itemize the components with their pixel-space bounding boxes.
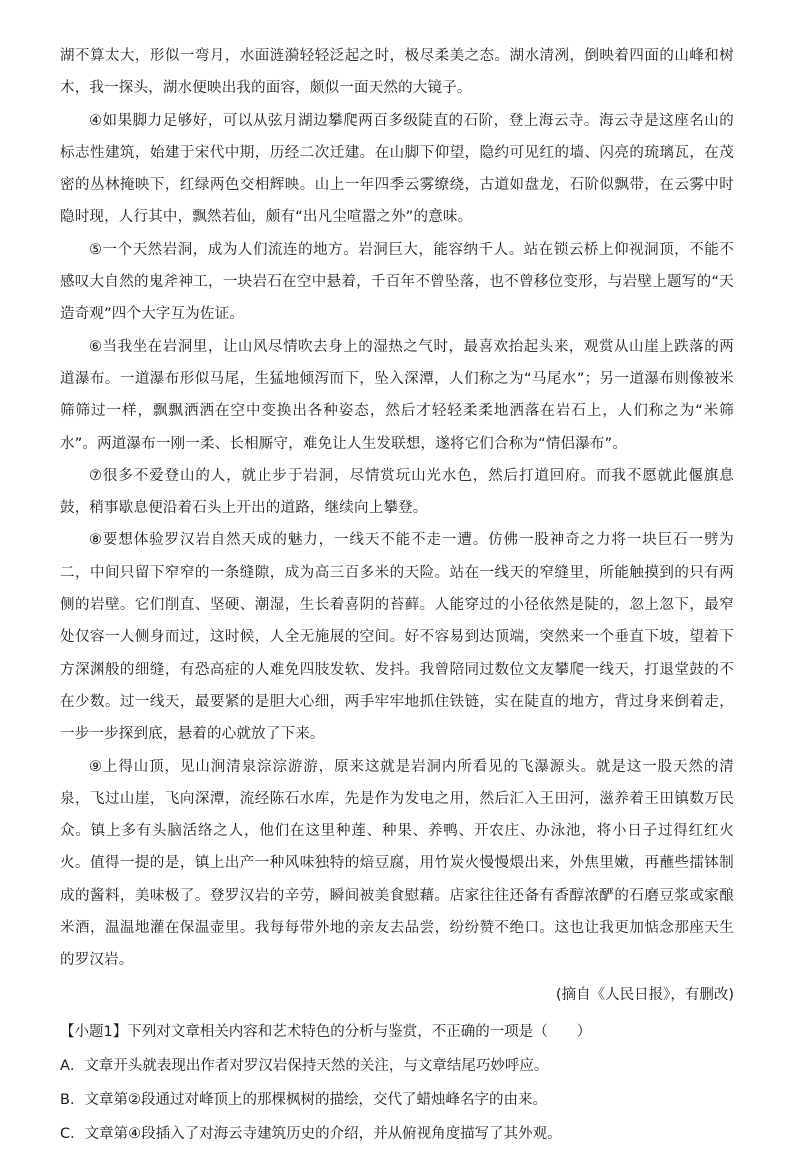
paragraph-8: ⑧要想体验罗汉岩自然天成的魅力，一线天不能不走一遭。仿佛一股神奇之力将一块巨石一劈为二，中间只留下窄窄的一条缝隙，成为高三百多米的天险。站在一线天的窄缝里，所能触摸到的只有两侧的岩壁。它们削直、坚硬、潮湿，生长着喜阴的苔藓。人能穿过的小径依然是陡的，忽上忽下，最窄处仅容一人侧身而过，这时候，人全无施展的空间。好不容易到达顶端，突然来一个垂直下坡，望着下方深渊般的细缝，有恐高症的人难免四肢发软、发抖。我曾陪同过数位文友攀爬一线天，打退堂鼓的不在少数。过一线天，最要紧的是胆大心细，两手牢牢地抓住铁链，实在陡直的地方，背过身来倒着走，一步一步探到底，悬着的心就放了下来。 — [60, 532, 734, 743]
paragraph-9: ⑨上得山顶，见山涧清泉淙淙游游，原来这就是岩洞内所看见的飞瀑源头。就是这一股天然的清泉，飞过山崖，飞向深潭，流经陈石水库，先是作为发电之用，然后汇入王田河，滋养着王田镇数万民众。镇上多有头脑活络之人，他们在这里种莲、种果、养鸭、开农庄、办泳池，将小日子过得红红火火。值得一提的是，镇上出产一种风味独特的焙豆腐，用竹炭火慢慢煨出来，外焦里嫩，再蘸些擂钵制成的酱料，美味极了。登罗汉岩的辛劳，瞬间被美食慰藉。店家往往还备有香醇浓酽的石磨豆浆或家酿米酒，温温地灌在保温壶里。我每每带外地的亲友去品尝，纷纷赞不绝口。这也让我更加惦念那座天生的罗汉岩。 — [60, 758, 734, 969]
paragraph-6: ⑥当我坐在岩洞里，让山风尽情吹去身上的湿热之气时，最喜欢抬起头来，观赏从山崖上跌落的两道瀑布。一道瀑布形似马尾，生猛地倾泻而下，坠入深潭，人们称之为“马尾水”；另一道瀑布则像被米筛筛过一样，飘飘洒洒在空中变换出各种姿态，然后才轻轻柔柔地洒落在岩石上，人们称之为“米筛水”。两道瀑布一刚一柔、长相厮守，难免让人生发联想，遂将它们合称为“情侣瀑布”。 — [60, 338, 734, 452]
paragraph-continuation: 湖不算太大，形似一弯月，水面涟漪轻轻泛起之时，极尽柔美之态。湖水清冽，倒映着四面的山峰和树木，我一探头，湖水便映出我的面容，颇似一面天然的大镜子。 — [60, 48, 734, 97]
option-a: A．文章开头就表现出作者对罗汉岩保持天然的关注，与文章结尾巧妙呼应。 — [60, 1057, 549, 1074]
paragraph-5: ⑤一个天然岩洞，成为人们流连的地方。岩洞巨大，能容纳千人。站在锁云桥上仰视洞顶，不能不感叹大自然的鬼斧神工，一块岩石在空中悬着，千百年不曾坠落，也不曾移位变形，与岩壁上题写的“天造奇观”四个大字互为佐证。 — [60, 241, 734, 323]
paragraph-4: ④如果脚力足够好，可以从弦月湖边攀爬两百多级陡直的石阶，登上海云寺。海云寺是这座名山的标志性建筑，始建于宋代中期，历经二次迁建。在山脚下仰望，隐约可见红的墙、闪亮的琉璃瓦，在茂密的丛林掩映下，红绿两色交相辉映。山上一年四季云雾缭绕，古道如盘龙，石阶似飘带，在云雾中时隐时现，人行其中，飘然若仙，颇有“出凡尘喧嚣之外”的意味。 — [60, 112, 734, 226]
question-stem: 【小题1】下列对文章相关内容和艺术特色的分析与鉴赏，不正确的一项是（ ） — [60, 1023, 592, 1040]
option-c: C．文章第④段插入了对海云寺建筑历史的介绍，并从俯视角度描写了其外观。 — [60, 1125, 562, 1142]
article-source: (摘自《人民日报》，有删改) — [555, 986, 734, 1003]
paragraph-7: ⑦很多不爱登山的人，就止步于岩洞，尽情赏玩山光水色，然后打道回府。而我不愿就此偃旗息鼓，稍事歇息便沿着石头上开出的道路，继续向上攀登。 — [60, 467, 734, 517]
option-b: B．文章第②段通过对峰顶上的那棵枫树的描绘，交代了蜡烛峰名字的由来。 — [60, 1091, 547, 1108]
document-page — [60, 0, 734, 1151]
